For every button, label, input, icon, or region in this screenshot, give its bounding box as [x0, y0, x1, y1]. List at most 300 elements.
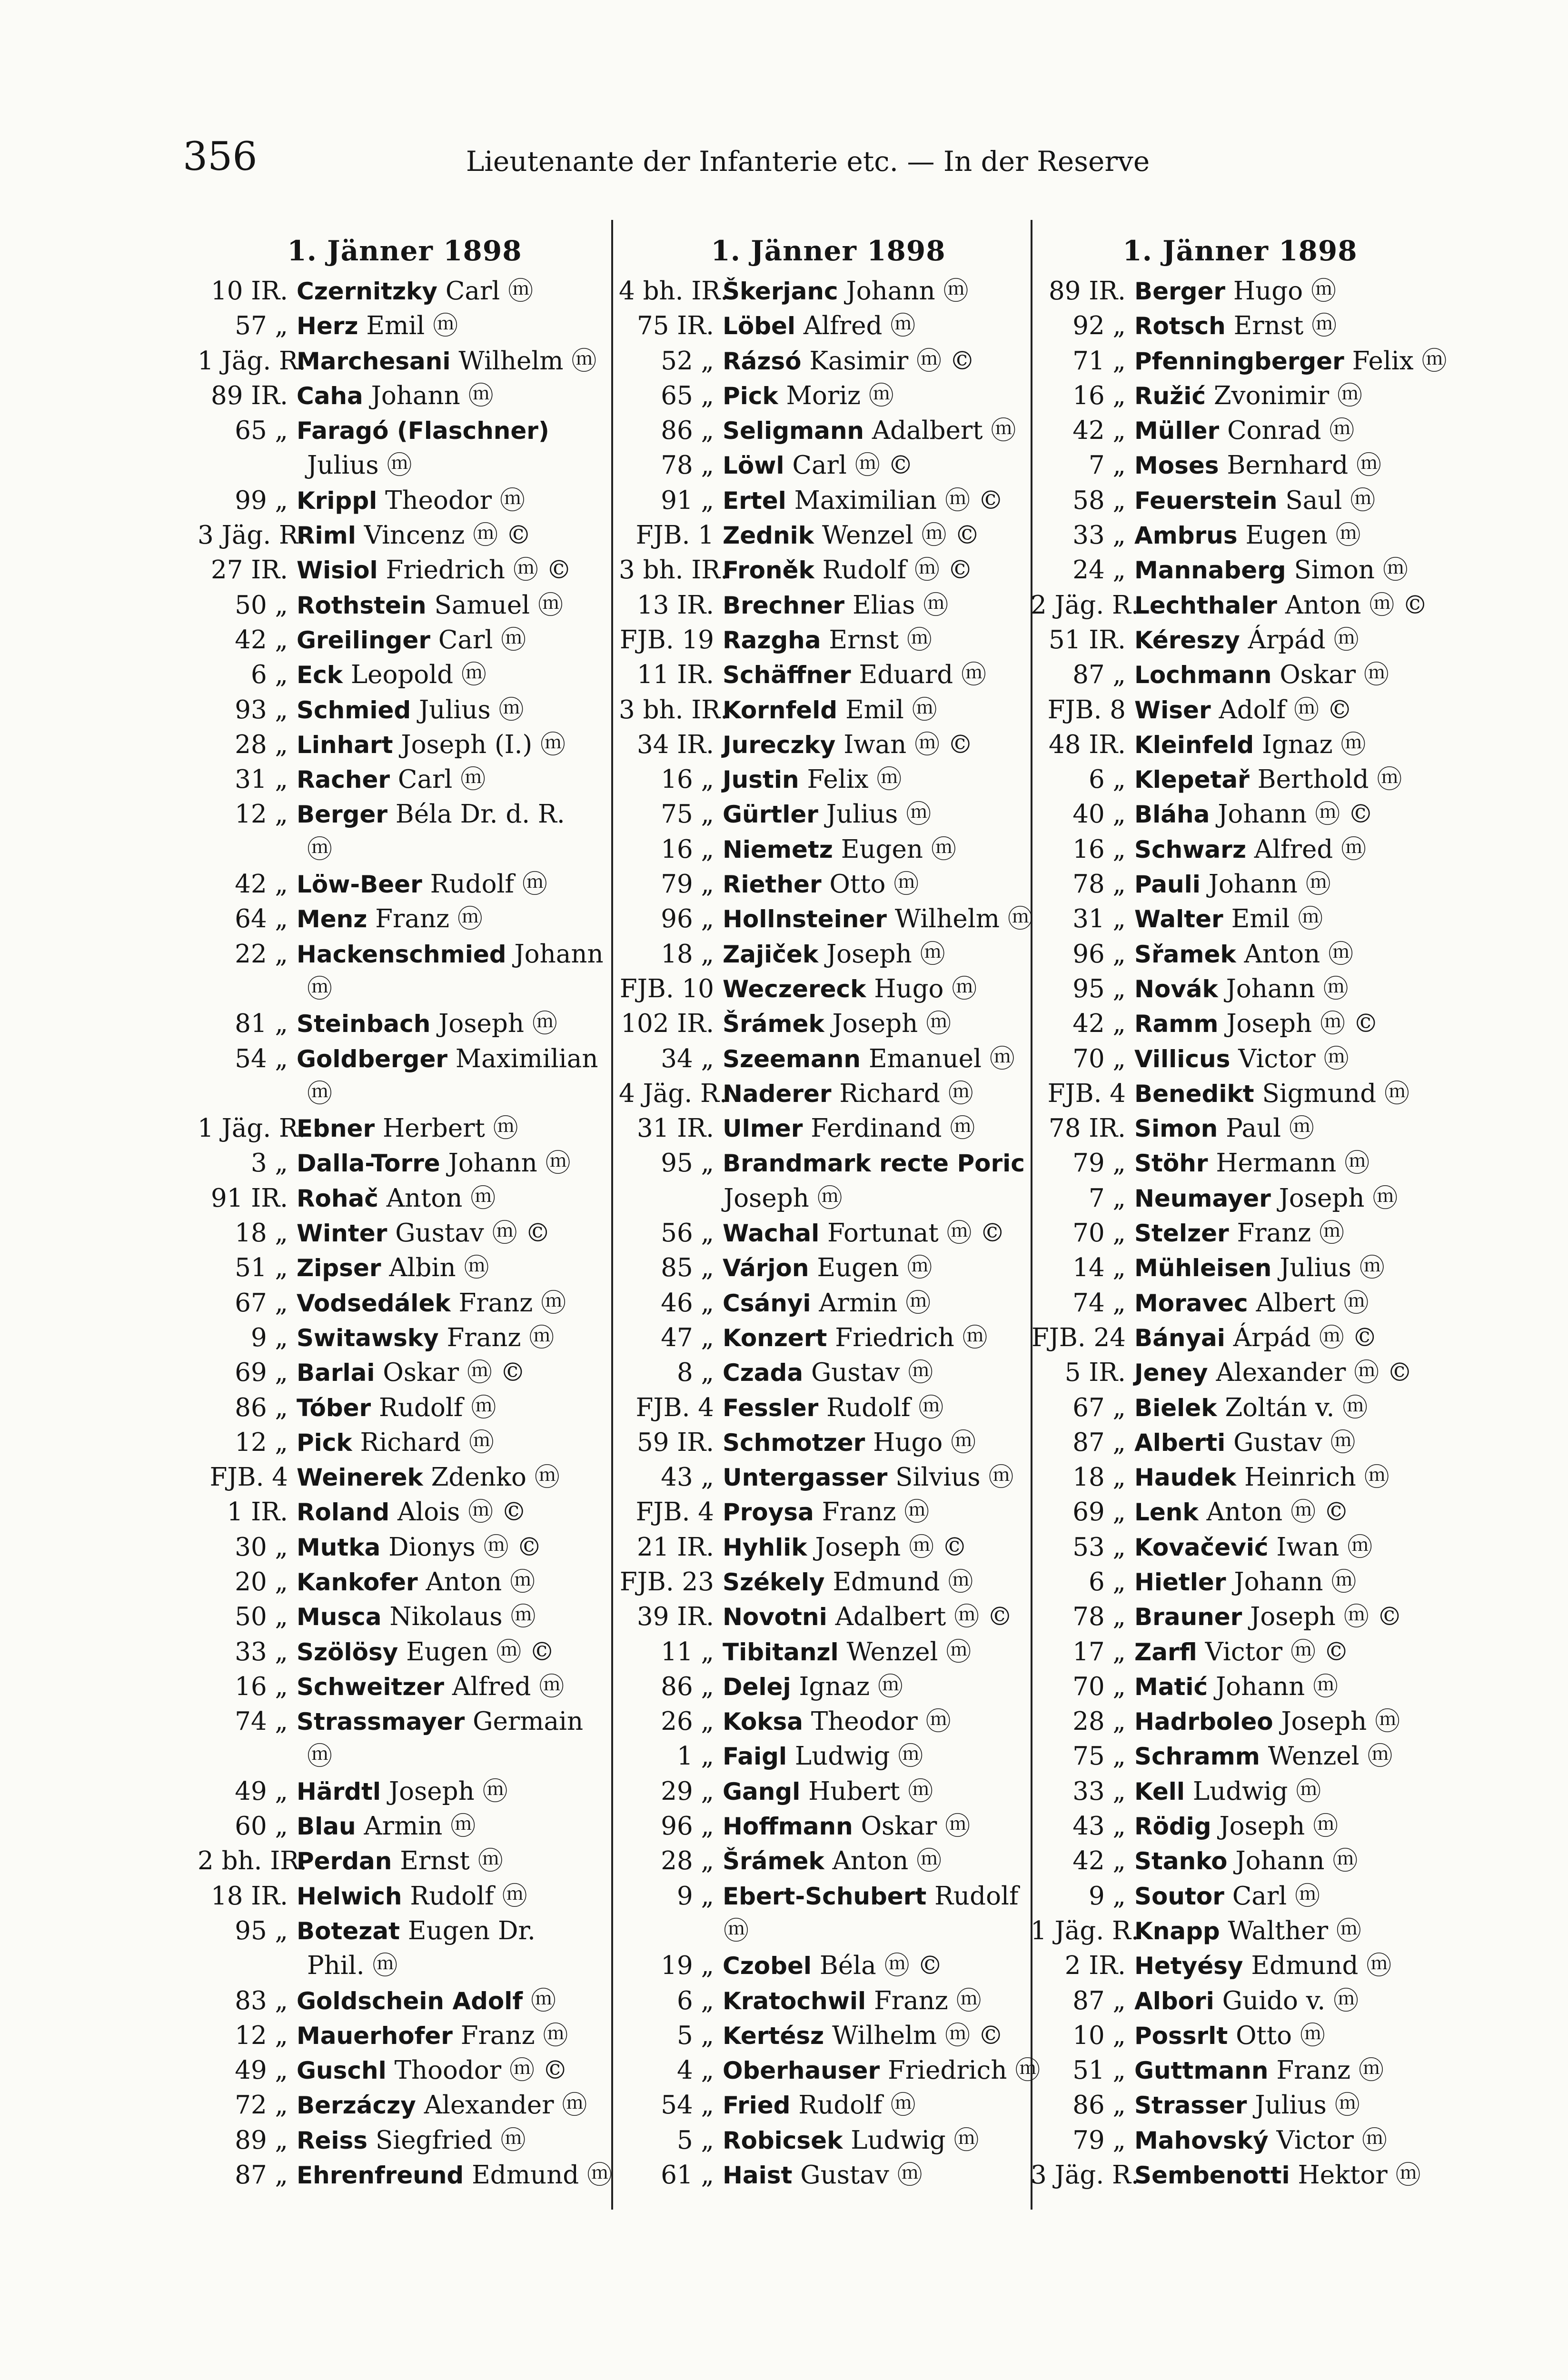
regiment-label: 51 „ — [235, 1253, 288, 1283]
surname: Schweitzer — [297, 1673, 445, 1701]
regiment-label: 42 „ — [235, 870, 288, 899]
given-name-and-marks: Anton ⓜ © — [1206, 1497, 1349, 1527]
surname: Mutka — [297, 1533, 381, 1561]
surname: Caha — [297, 382, 363, 410]
given-name-and-marks: Germain — [473, 1707, 584, 1736]
surname: Schmied — [297, 696, 411, 724]
given-name-and-marks: Vincenz ⓜ © — [364, 521, 531, 550]
given-name-and-marks: Otto ⓜ — [1236, 2021, 1325, 2050]
surname: Linhart — [297, 731, 393, 759]
given-name-and-marks: Alexander ⓜ © — [1216, 1358, 1413, 1388]
surname: Schmotzer — [723, 1428, 865, 1457]
entry-row — [202, 1565, 607, 1599]
surname: Reiss — [297, 2126, 368, 2154]
given-name-and-marks: Rudolf ⓜ © — [822, 555, 973, 585]
entry-row — [202, 797, 607, 832]
given-name-and-marks: Johann ⓜ — [448, 1149, 571, 1178]
given-name-and-marks: Ernst ⓜ — [829, 625, 932, 654]
regiment-label: 3 Jäg. R. — [198, 521, 306, 550]
entry-row — [202, 1006, 607, 1041]
entry-row — [1031, 972, 1449, 1006]
entry-row — [619, 1460, 1038, 1495]
entry-row — [202, 1669, 607, 1704]
given-name-and-marks: Elias ⓜ — [852, 590, 949, 620]
regiment-label: 87 „ — [1072, 660, 1126, 690]
given-name-and-marks: Oskar ⓜ © — [383, 1358, 526, 1388]
given-name-and-marks: Johann ⓜ — [1208, 870, 1331, 899]
given-name-and-marks: Johann ⓜ © — [1218, 800, 1374, 829]
surname: Konzert — [723, 1324, 827, 1352]
regiment-label: 95 „ — [1072, 974, 1126, 1003]
surname: Haudek — [1134, 1464, 1237, 1492]
regiment-label: 13 IR. — [637, 590, 714, 620]
given-name-and-marks: Julius ⓜ — [307, 451, 412, 480]
regiment-label: 22 „ — [235, 939, 288, 969]
entry-row — [619, 867, 1038, 902]
regiment-label: 2 bh. IR. — [198, 1846, 308, 1876]
entry-row — [1031, 1006, 1449, 1041]
surname: Marchesani — [297, 347, 451, 375]
regiment-label: 57 „ — [235, 311, 288, 341]
given-name-and-marks: Adalbert ⓜ © — [835, 1602, 1013, 1632]
given-name-and-marks: ⓜ — [307, 1079, 332, 1108]
given-name-and-marks: Maximilian — [455, 1044, 598, 1073]
surname: Neumayer — [1134, 1184, 1271, 1212]
entry-row — [202, 1250, 607, 1285]
entry-row — [619, 344, 1038, 378]
surname: Schwarz — [1134, 835, 1246, 863]
regiment-label: 70 „ — [1072, 1044, 1126, 1073]
column-1 — [198, 228, 613, 2192]
given-name-and-marks: Rudolf ⓜ — [826, 1393, 944, 1422]
given-name-and-marks: Joseph ⓜ — [438, 1009, 557, 1039]
surname: Strasser — [1134, 2092, 1247, 2120]
given-name-and-marks: Gustav ⓜ — [811, 1358, 933, 1388]
entry-row — [202, 1599, 607, 1634]
given-name-and-marks: Victor ⓜ — [1238, 1044, 1349, 1073]
regiment-label: 83 „ — [235, 1986, 288, 2015]
given-name-and-marks: Alfred ⓜ — [1254, 834, 1367, 864]
entry-row — [202, 762, 607, 797]
regiment-label: 6 „ — [676, 1986, 714, 2015]
entry-row — [198, 1844, 607, 1878]
entry-row — [619, 1809, 1038, 1844]
given-name-and-marks: Edmund ⓜ — [833, 1567, 973, 1597]
entry-row — [619, 1983, 1038, 2018]
surname: Guschl — [297, 2057, 387, 2085]
surname: Lenk — [1134, 1498, 1199, 1527]
regiment-label: 1 Jäg. R. — [198, 346, 306, 376]
given-name-and-marks: Joseph ⓜ — [1279, 1183, 1398, 1213]
given-name-and-marks: Rudolf ⓜ — [379, 1393, 496, 1422]
regiment-label: 11 „ — [661, 1637, 714, 1666]
entry-row — [619, 553, 1038, 587]
given-name-and-marks: Berthold ⓜ — [1257, 765, 1402, 794]
regiment-label: 42 „ — [235, 625, 288, 654]
entry-continuation — [202, 972, 607, 1006]
entry-row — [619, 1111, 1038, 1146]
entry-row — [1031, 2053, 1449, 2088]
regiment-label: 16 „ — [1072, 834, 1126, 864]
entry-row — [202, 2158, 613, 2192]
surname: Riether — [723, 871, 822, 899]
entry-row — [1031, 1704, 1449, 1739]
regiment-label: 10 „ — [1072, 2021, 1126, 2050]
given-name-and-marks: Otto ⓜ — [829, 870, 919, 899]
regiment-label: FJB. 23 — [619, 1567, 714, 1597]
entry-row — [619, 1844, 1038, 1878]
given-name-and-marks: Ludwig ⓜ — [794, 1742, 923, 1771]
given-name-and-marks: Johann ⓜ — [1216, 1672, 1339, 1701]
regiment-label: 96 „ — [1072, 939, 1126, 969]
surname: Simon — [1134, 1115, 1218, 1143]
entry-row — [1031, 1041, 1449, 1076]
given-name-and-marks: Anton ⓜ © — [1285, 590, 1428, 620]
entry-row — [619, 2158, 1038, 2192]
entry-row — [1031, 832, 1449, 867]
surname: Šrámek — [723, 1010, 824, 1038]
entry-continuation — [619, 1914, 1038, 1948]
entry-row — [202, 1286, 607, 1320]
given-name-and-marks: Eduard ⓜ — [859, 660, 986, 690]
entry-row — [619, 1320, 1038, 1355]
column-divider — [611, 220, 613, 2210]
regiment-label: 34 IR. — [637, 730, 714, 759]
entry-row — [1031, 1599, 1449, 1634]
regiment-label: 71 „ — [1072, 346, 1126, 376]
given-name-and-marks: Victor ⓜ © — [1205, 1637, 1349, 1666]
regiment-label: 29 „ — [661, 1776, 714, 1806]
given-name-and-marks: Alois ⓜ © — [397, 1497, 526, 1527]
entry-row — [619, 1530, 1038, 1565]
surname: Novotni — [723, 1603, 827, 1631]
given-name-and-marks: Armin ⓜ — [819, 1288, 931, 1318]
given-name-and-marks: Joseph ⓜ — [388, 1776, 508, 1806]
regiment-label: 3 bh. IR. — [619, 695, 729, 724]
surname: Faragó (Flaschner) — [297, 417, 549, 445]
given-name-and-marks: Friedrich ⓜ — [888, 2056, 1041, 2085]
surname: Goldschein Adolf — [297, 1987, 523, 2015]
surname: Robicsek — [723, 2126, 843, 2154]
entry-row — [619, 1006, 1038, 1041]
given-name-and-marks: Anton ⓜ — [426, 1567, 536, 1597]
given-name-and-marks: Franz ⓜ — [822, 1497, 930, 1527]
given-name-and-marks: Theodor ⓜ — [385, 486, 525, 515]
given-name-and-marks: Dionys ⓜ © — [388, 1532, 542, 1562]
given-name-and-marks: Felix ⓜ — [807, 765, 902, 794]
regiment-label: 6 „ — [250, 660, 288, 690]
given-name-and-marks: Ernst ⓜ — [400, 1846, 503, 1876]
given-name-and-marks: Hubert ⓜ — [808, 1776, 933, 1806]
surname: Pick — [297, 1428, 352, 1457]
given-name-and-marks: Alfred ⓜ — [452, 1672, 565, 1701]
entry-continuation — [202, 448, 607, 483]
surname: Hyhlik — [723, 1533, 807, 1561]
entry-list — [198, 274, 613, 2192]
entry-row — [1031, 1565, 1449, 1599]
regiment-label: 65 „ — [661, 381, 714, 410]
given-name-and-marks: Eugen ⓜ — [817, 1253, 933, 1283]
entry-row — [1031, 1774, 1449, 1809]
surname: Pfenningberger — [1134, 347, 1344, 375]
entry-row — [202, 1495, 607, 1529]
regiment-label: 87 „ — [235, 2161, 288, 2190]
surname: Krippl — [297, 486, 377, 515]
given-name-and-marks: Joseph ⓜ — [724, 1183, 843, 1213]
given-name-and-marks: Johann — [514, 939, 604, 969]
surname: Wisiol — [297, 556, 378, 585]
given-name-and-marks: Joseph ⓜ — [826, 939, 945, 969]
surname: Czobel — [723, 1952, 812, 1980]
regiment-label: 70 „ — [1072, 1219, 1126, 1248]
surname: Löw-Beer — [297, 871, 422, 899]
regiment-label: FJB. 4 — [209, 1463, 288, 1492]
entry-row — [1031, 2018, 1449, 2053]
regiment-label: 12 „ — [235, 2021, 288, 2050]
surname: Strassmayer — [297, 1708, 465, 1736]
entry-row — [202, 623, 607, 657]
surname: Matić — [1134, 1673, 1208, 1701]
regiment-label: 43 „ — [661, 1463, 714, 1492]
surname: Albori — [1134, 1987, 1214, 2015]
surname: Härdtl — [297, 1777, 381, 1805]
regiment-label: 3 Jäg. R. — [1031, 2161, 1139, 2190]
surname: Székely — [723, 1568, 825, 1596]
given-name-and-marks: Julius ⓜ — [826, 800, 932, 829]
regiment-label: 67 „ — [1072, 1393, 1126, 1422]
given-name-and-marks: Leopold ⓜ — [350, 660, 486, 690]
entry-row — [1031, 344, 1449, 378]
entry-row — [1031, 1739, 1449, 1774]
surname: Possrlt — [1134, 2022, 1228, 2050]
entry-row — [619, 1948, 1038, 1983]
regiment-label: 79 „ — [661, 870, 714, 899]
entry-row — [1031, 1111, 1449, 1146]
given-name-and-marks: Emil ⓜ — [366, 311, 458, 341]
entry-row — [619, 1495, 1038, 1529]
given-name-and-marks: Wenzel ⓜ — [1268, 1742, 1393, 1771]
entry-row — [1031, 553, 1449, 587]
entry-row — [619, 1599, 1038, 1634]
given-name-and-marks: Friedrich ⓜ © — [386, 555, 572, 585]
regiment-label: 78 „ — [1072, 1602, 1126, 1632]
entry-row — [619, 1041, 1038, 1076]
given-name-and-marks: Fortunat ⓜ © — [827, 1219, 1005, 1248]
entry-row — [619, 1390, 1038, 1425]
regiment-label: 43 „ — [1072, 1812, 1126, 1841]
regiment-label: FJB. 4 — [635, 1497, 714, 1527]
given-name-and-marks: Felix ⓜ — [1352, 346, 1447, 376]
regiment-label: 28 „ — [661, 1846, 714, 1876]
regiment-label: 51 „ — [1072, 2056, 1126, 2085]
regiment-label: 5 „ — [676, 2021, 714, 2050]
given-name-and-marks: Friedrich ⓜ — [835, 1323, 988, 1352]
given-name-and-marks: Joseph ⓜ — [832, 1009, 952, 1039]
surname: Klepetař — [1134, 766, 1250, 794]
surname: Ambrus — [1134, 522, 1238, 550]
regiment-label: 40 „ — [1072, 800, 1126, 829]
entry-row — [619, 2123, 1038, 2158]
given-name-and-marks: Iwan ⓜ © — [844, 730, 973, 759]
given-name-and-marks: Anton ⓜ — [1244, 939, 1354, 969]
regiment-label: 1 Jäg. R. — [1031, 1916, 1139, 1945]
running-title: Lieutenante der Infanterie etc. — In der Reserve — [466, 145, 1150, 178]
entry-row — [202, 1983, 607, 2018]
entry-row — [1031, 1530, 1449, 1565]
surname: Kéreszy — [1134, 626, 1240, 654]
entry-continuation — [619, 1181, 1038, 1216]
entry-row — [619, 1565, 1038, 1599]
regiment-label: 11 IR. — [637, 660, 714, 690]
given-name-and-marks: Heinrich ⓜ — [1244, 1463, 1389, 1492]
given-name-and-marks: Franz ⓜ — [447, 1323, 555, 1352]
surname: Froněk — [723, 556, 814, 585]
entry-row — [619, 1879, 1038, 1914]
given-name-and-marks: Béla Dr. d. R. — [395, 800, 565, 829]
entry-row — [619, 1774, 1038, 1809]
regiment-label: 89 IR. — [211, 381, 288, 410]
given-name-and-marks: Rudolf — [934, 1881, 1019, 1911]
given-name-and-marks: Samuel ⓜ — [434, 590, 563, 620]
surname: Alberti — [1134, 1428, 1226, 1457]
entry-row — [619, 797, 1038, 832]
page-number: 356 — [183, 134, 258, 179]
surname: Kratochwil — [723, 1987, 866, 2015]
given-name-and-marks: Maximilian ⓜ © — [794, 486, 1003, 515]
regiment-label: 28 „ — [235, 730, 288, 759]
regiment-label: 102 IR. — [621, 1009, 714, 1039]
surname: Greilinger — [297, 626, 430, 654]
entry-row — [1031, 1879, 1449, 1914]
entry-continuation — [202, 1076, 607, 1111]
regiment-label: 50 „ — [235, 590, 288, 620]
entry-row — [619, 2053, 1041, 2088]
regiment-label: 99 „ — [235, 486, 288, 515]
entry-row — [1031, 1669, 1449, 1704]
given-name-and-marks: Johann ⓜ — [1226, 974, 1349, 1003]
regiment-label: 78 IR. — [1049, 1114, 1126, 1143]
given-name-and-marks: Joseph ⓜ © — [1226, 1009, 1379, 1039]
surname: Kertész — [723, 2022, 824, 2050]
regiment-label: 69 „ — [1072, 1497, 1126, 1527]
regiment-label: 75 „ — [661, 800, 714, 829]
given-name-and-marks: Ferdinand ⓜ — [811, 1114, 975, 1143]
entry-row — [1031, 1355, 1449, 1390]
entry-row — [202, 2053, 607, 2088]
regiment-label: 20 „ — [235, 1567, 288, 1597]
surname: Rázsó — [723, 347, 802, 375]
entry-row — [1031, 1948, 1449, 1983]
entry-row — [1031, 1809, 1449, 1844]
surname: Knapp — [1134, 1917, 1220, 1945]
surname: Jureczky — [723, 731, 836, 759]
surname: Löbel — [723, 312, 796, 340]
entry-row — [1031, 1425, 1449, 1460]
regiment-label: 74 „ — [235, 1707, 288, 1736]
entry-row — [1031, 937, 1449, 972]
given-name-and-marks: Silvius ⓜ — [895, 1463, 1014, 1492]
regiment-label: 31 „ — [1072, 904, 1126, 934]
given-name-and-marks: Hermann ⓜ — [1216, 1149, 1370, 1178]
entry-row — [1031, 1495, 1449, 1529]
entry-row — [202, 1216, 607, 1250]
given-name-and-marks: Carl ⓜ — [438, 625, 526, 654]
regiment-label: 86 „ — [661, 416, 714, 446]
regiment-label: 50 „ — [235, 1602, 288, 1632]
given-name-and-marks: Ludwig ⓜ — [851, 2125, 979, 2155]
given-name-and-marks: Carl ⓜ © — [792, 451, 913, 480]
surname: Berger — [1134, 278, 1226, 305]
given-name-and-marks: Carl ⓜ — [445, 277, 534, 306]
regiment-label: 58 „ — [1072, 486, 1126, 515]
regiment-label: 6 „ — [1088, 765, 1126, 794]
surname: Tibitanzl — [723, 1638, 839, 1666]
given-name-and-marks: Carl ⓜ — [1232, 1881, 1320, 1911]
entry-row — [619, 1635, 1038, 1669]
given-name-and-marks: Wilhelm ⓜ — [894, 904, 1033, 934]
surname: Hadrboleo — [1134, 1708, 1273, 1736]
given-name-and-marks: Ignaz ⓜ — [1261, 730, 1366, 759]
entry-row — [202, 378, 607, 413]
entry-row — [202, 1041, 607, 1076]
given-name-and-marks: Edmund ⓜ — [472, 2161, 613, 2190]
surname: Ehrenfreund — [297, 2162, 464, 2190]
regiment-label: 72 „ — [235, 2091, 288, 2120]
given-name-and-marks: Franz ⓜ — [1276, 2056, 1384, 2085]
surname: Sembenotti — [1134, 2162, 1290, 2190]
regiment-label: 95 „ — [661, 1149, 714, 1178]
given-name-and-marks: Rudolf ⓜ — [798, 2091, 916, 2120]
regiment-label: 18 „ — [1072, 1463, 1126, 1492]
surname: Steinbach — [297, 1010, 431, 1038]
entry-row — [1031, 588, 1449, 623]
entry-row — [1031, 413, 1449, 448]
given-name-and-marks: Emil ⓜ — [1231, 904, 1323, 934]
surname: Wiser — [1134, 696, 1211, 724]
regiment-label: 78 „ — [1072, 870, 1126, 899]
regiment-label: 70 „ — [1072, 1672, 1126, 1701]
entry-row — [202, 693, 607, 727]
entry-row — [202, 1181, 607, 1216]
regiment-label: 30 „ — [235, 1532, 288, 1562]
entry-row — [1031, 2123, 1449, 2158]
given-name-and-marks: Gustav ⓜ — [800, 2161, 923, 2190]
regiment-label: 79 „ — [1072, 1149, 1126, 1178]
entry-list — [619, 274, 1041, 2192]
surname: Herz — [297, 312, 358, 340]
surname: Zednik — [723, 522, 814, 550]
given-name-and-marks: Franz ⓜ — [873, 1986, 982, 2015]
regiment-label: 4 „ — [676, 2056, 714, 2085]
entry-row — [202, 1774, 607, 1809]
regiment-label: 69 „ — [235, 1358, 288, 1388]
regiment-label: FJB. 8 — [1047, 695, 1126, 724]
surname: Pauli — [1134, 871, 1201, 899]
regiment-label: 79 „ — [1072, 2125, 1126, 2155]
entry-row — [202, 1704, 607, 1739]
entry-row — [198, 344, 607, 378]
given-name-and-marks: Bernhard ⓜ — [1227, 451, 1382, 480]
given-name-and-marks: Ernst ⓜ — [1233, 311, 1337, 341]
regiment-label: 12 „ — [235, 1428, 288, 1457]
given-name-and-marks: Paul ⓜ — [1226, 1114, 1314, 1143]
entry-continuation — [202, 1739, 607, 1774]
regiment-label: 49 „ — [235, 1776, 288, 1806]
surname: Rotsch — [1134, 312, 1226, 340]
surname: Winter — [297, 1220, 387, 1248]
entry-row — [202, 483, 607, 518]
given-name-and-marks: ⓜ — [307, 834, 332, 864]
